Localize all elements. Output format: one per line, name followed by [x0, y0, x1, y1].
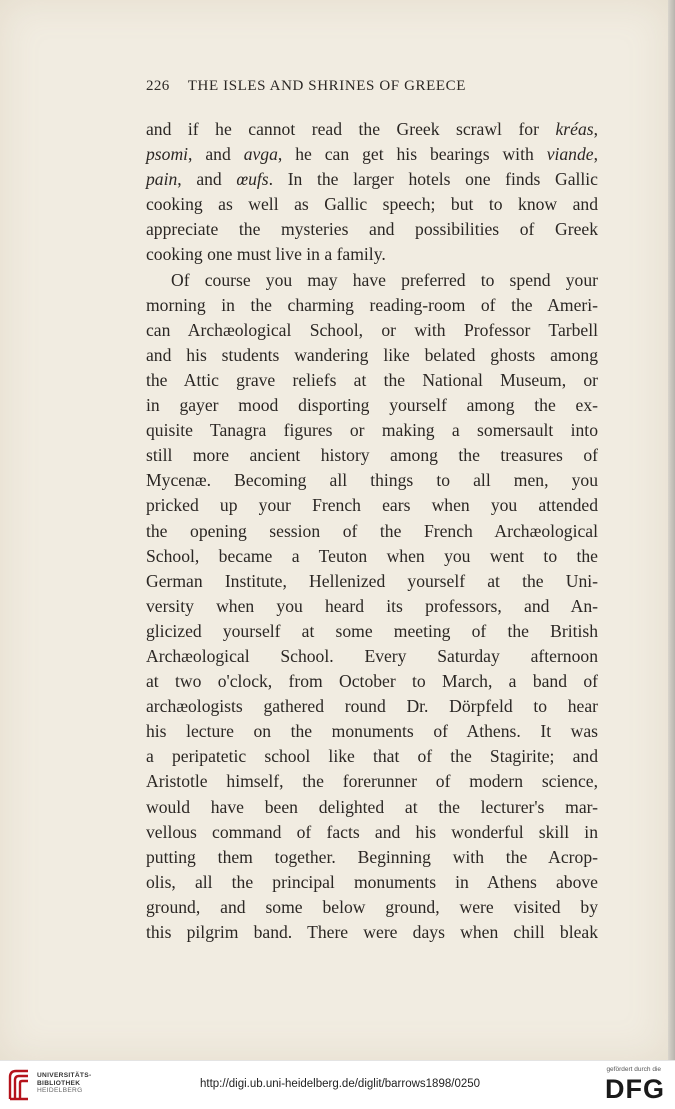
- funded-by-label: gefördert durch die: [606, 1066, 661, 1073]
- running-head: [146, 78, 596, 95]
- body-text: [146, 117, 598, 945]
- text-line: cooking as well as Gallic speech; but to know and: [146, 194, 598, 215]
- text-line: pain, and œufs. In the larger hotels one finds Gallic: [146, 169, 598, 190]
- digitization-footer: [0, 1060, 675, 1109]
- text-line: olis, all the principal monuments in Athens above: [146, 871, 598, 892]
- text-line: archæologists gathered round Dr. Dörpfeld to hear: [146, 696, 598, 717]
- text-line: and his students wandering like belated ghosts among: [146, 344, 598, 365]
- library-line-3: HEIDELBERG: [37, 1087, 83, 1095]
- text-line: pricked up your French ears when you attended: [146, 495, 598, 516]
- text-line: morning in the charming reading-room of the Ameri-: [146, 294, 598, 315]
- text-line: quisite Tanagra figures or making a somersault into: [146, 420, 598, 441]
- page-edge: [668, 0, 675, 1060]
- text-line: School, became a Teuton when you went to the: [146, 545, 598, 566]
- text-line: ground, and some below ground, were visited by: [146, 896, 598, 917]
- page-number: 226: [146, 78, 170, 94]
- text-line: putting them together. Beginning with the Acrop-: [146, 846, 598, 867]
- text-line: would have been delighted at the lecturer's mar-: [146, 796, 598, 817]
- text-line: this pilgrim band. There were days when chill bleak: [146, 922, 598, 942]
- text-line: versity when you heard its professors, and An-: [146, 595, 598, 616]
- text-line: vellous command of facts and his wonderful skill in: [146, 821, 598, 842]
- text-line: Aristotle himself, the forerunner of modern science,: [146, 771, 598, 792]
- text-line: psomi, and avga, he can get his bearings with viande,: [146, 144, 598, 165]
- text-line: glicized yourself at some meeting of the British: [146, 620, 598, 641]
- text-line: a peripatetic school like that of the Stagirite; and: [146, 746, 598, 767]
- running-title: THE ISLES AND SHRINES OF GREECE: [187, 78, 466, 94]
- text-line: Mycenæ. Becoming all things to all men, you: [146, 470, 598, 491]
- text-line: cooking one must live in a family.: [146, 244, 386, 265]
- text-line: the Attic grave reliefs at the National Museum, or: [146, 369, 598, 390]
- text-line: German Institute, Hellenized yourself at the Uni-: [146, 570, 598, 591]
- text-line: his lecture on the monuments of Athens. It was: [146, 721, 598, 742]
- text-line: Of course you may have preferred to spend your: [171, 269, 598, 290]
- text-line: in gayer mood disporting yourself among the ex-: [146, 395, 598, 416]
- text-line: the opening session of the French Archæological: [146, 520, 598, 541]
- text-line: Archæological School. Every Saturday afternoon: [146, 645, 598, 666]
- dfg-logo: DFG: [605, 1074, 665, 1104]
- library-logo-icon: [7, 1068, 33, 1102]
- library-line-2: BIBLIOTHEK: [37, 1079, 81, 1087]
- text-line: and if he cannot read the Greek scrawl for kréas,: [146, 119, 598, 139]
- text-line: at two o'clock, from October to March, a band of: [146, 671, 598, 692]
- library-line-1: UNIVERSITÄTS-: [37, 1072, 92, 1079]
- library-name: [37, 1072, 91, 1095]
- text-line: still more ancient history among the treasures of: [146, 445, 598, 466]
- text-line: appreciate the mysteries and possibilities of Greek: [146, 219, 598, 240]
- permalink-url[interactable]: http://digi.ub.uni-heidelberg.de/diglit/barrows1898/0250: [200, 1078, 481, 1090]
- text-line: can Archæological School, or with Professor Tarbell: [146, 319, 598, 340]
